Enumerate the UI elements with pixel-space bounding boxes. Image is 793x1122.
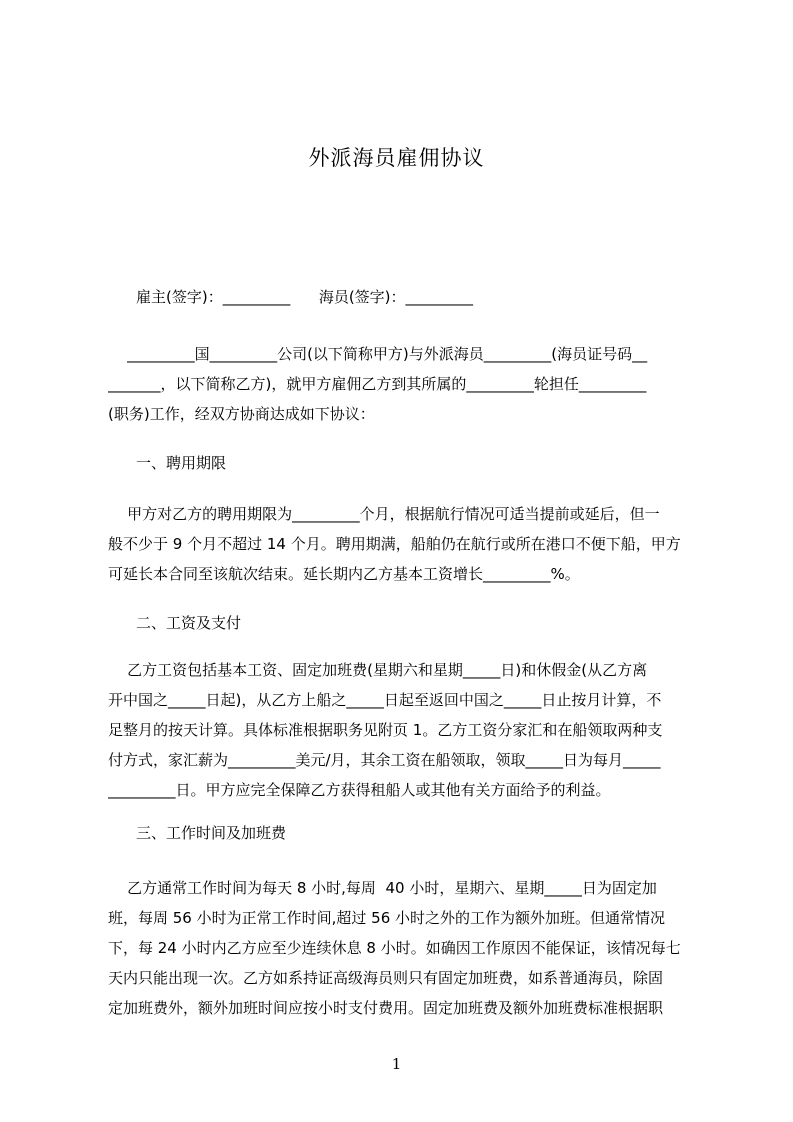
paragraph-line: 甲方对乙方的聘用期限为_________个月，根据航行情况可适当提前或延后，但一 <box>108 505 660 523</box>
intro-paragraph <box>108 339 708 429</box>
paragraph-line: 天内只能出现一次。乙方如系持证高级海员则只有固定加班费，如系普通海员，除固 <box>108 969 664 987</box>
paragraph-line: _________国_________公司(以下简称甲方)与外派海员_________(海员证号码__ <box>108 345 648 363</box>
paragraph-line: 下，每 24 小时内乙方应至少连续休息 8 小时。如确因工作原因不能保证，该情况每七 <box>108 939 681 957</box>
paragraph-line: 开中国之_____日起)，从乙方上船之_____日起至返回中国之_____日止按月计算，不 <box>108 691 662 709</box>
section-1-paragraph <box>108 499 708 589</box>
paragraph-line: _________日。甲方应完全保障乙方获得租船人或其他有关方面给予的利益。 <box>108 781 611 799</box>
paragraph-line: 乙方通常工作时间为每天 8 小时,每周 40 小时，星期六、星期_____日为固定加 <box>108 879 657 897</box>
page-number: 1 <box>391 1055 402 1073</box>
paragraph-line: 定加班费外，额外加班时间应按小时支付费用。固定加班费及额外加班费标准根据职 <box>108 999 664 1017</box>
paragraph-line: (职务)工作，经双方协商达成如下协议： <box>108 405 375 423</box>
section-heading-1: 一、聘用期限 <box>136 454 227 472</box>
section-heading-2: 二、工资及支付 <box>136 614 242 632</box>
paragraph-line: _______，以下简称乙方)，就甲方雇佣乙方到其所属的_________轮担任_________ <box>108 375 647 393</box>
section-2-paragraph <box>108 655 708 805</box>
paragraph-line: 乙方工资包括基本工资、固定加班费(星期六和星期_____日)和休假金(从乙方离 <box>108 661 648 679</box>
signature-line: 雇主(签字)：_________ 海员(签字)：_________ <box>136 288 474 306</box>
paragraph-line: 足整月的按天计算。具体标准根据职务见附页 1。乙方工资分家汇和在船领取两种支 <box>108 721 663 739</box>
section-3-paragraph <box>108 873 708 1023</box>
paragraph-line: 可延长本合同至该航次结束。延长期内乙方基本工资增长_________%。 <box>108 565 580 583</box>
paragraph-line: 付方式，家汇薪为_________美元/月，其余工资在船领取，领取_____日为每月_____ <box>108 751 661 769</box>
paragraph-line: 般不少于 9 个月不超过 14 个月。聘用期满，船舶仍在航行或所在港口不便下船，甲方 <box>108 535 681 553</box>
document-title: 外派海员雇佣协议 <box>308 146 485 170</box>
paragraph-line: 班，每周 56 小时为正常工作时间,超过 56 小时之外的工作为额外加班。但通常情况 <box>108 909 666 927</box>
section-heading-3: 三、工作时间及加班费 <box>136 824 287 842</box>
